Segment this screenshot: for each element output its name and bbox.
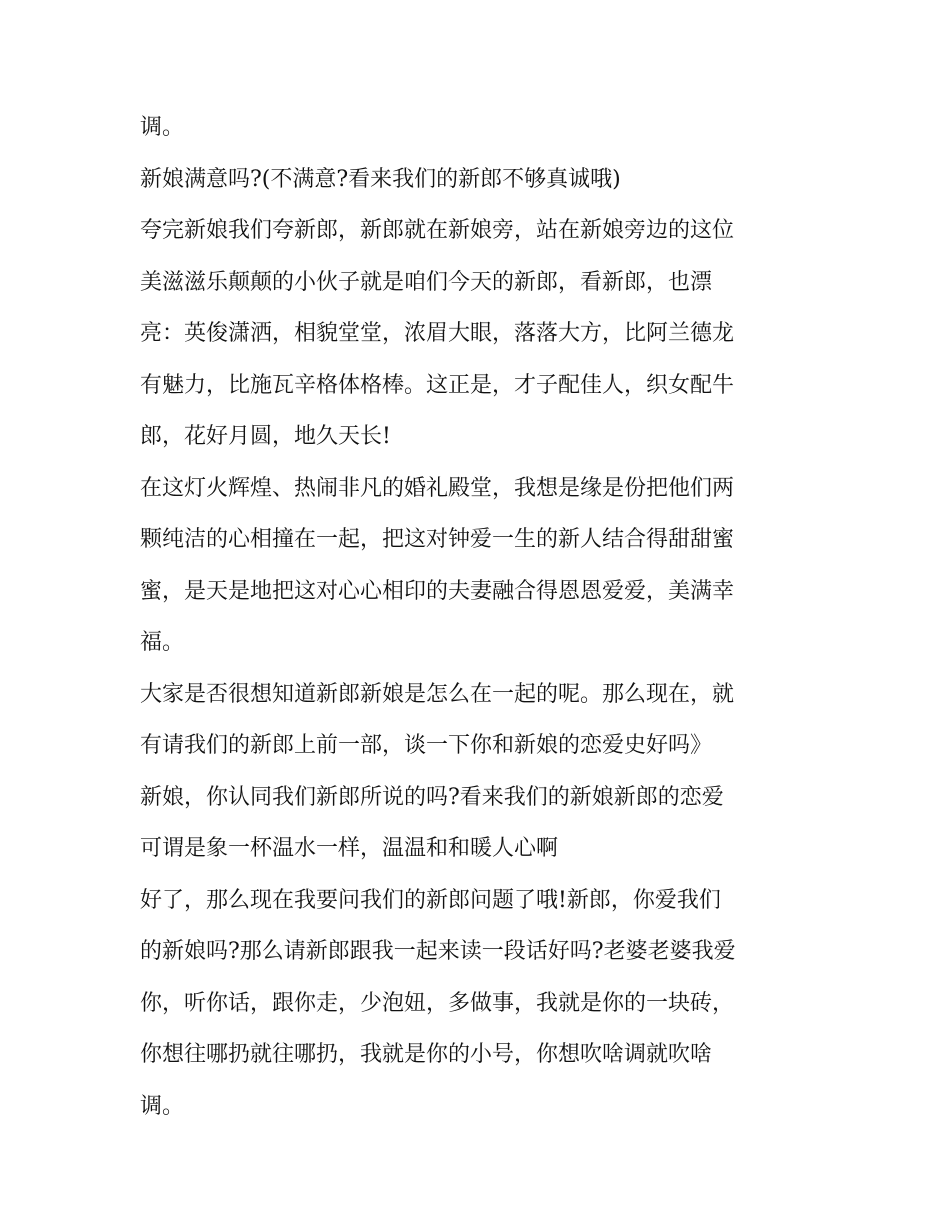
text-line: 调。 <box>140 115 185 140</box>
text-line: 亮：英俊潇洒，相貌堂堂，浓眉大眼，落落大方，比阿兰德龙 <box>140 321 735 346</box>
text-line: 蜜，是天是地把这对心心相印的夫妻融合得恩恩爱爱，美满幸 <box>140 578 735 604</box>
text-line: 夸完新娘我们夸新郎，新郎就在新娘旁，站在新娘旁边的这位 <box>140 218 735 243</box>
text-line: 可谓是象一杯温水一样，温温和和暖人心啊 <box>140 836 559 861</box>
text-line: 你想往哪扔就往哪扔，我就是你的小号，你想吹啥调就吹啥 <box>140 1042 713 1067</box>
text-line: 你，听你话，跟你走，少泡妞，多做事，我就是你的一块砖， <box>140 990 735 1016</box>
text-line: 颗纯洁的心相撞在一起，把这对钟爱一生的新人结合得甜甜蜜 <box>140 527 735 552</box>
text-line: 新娘，你认同我们新郎所说的吗?看来我们的新娘新郎的恋爱 <box>140 784 724 810</box>
text-line: 调。 <box>140 1093 185 1119</box>
text-line: 在这灯火辉煌、热闹非凡的婚礼殿堂，我想是缘是份把他们两 <box>140 475 735 501</box>
text-line: 有魅力，比施瓦辛格体格棒。这正是，才子配佳人，织女配牛 <box>140 372 735 398</box>
body-text <box>140 102 820 1132</box>
text-line: 福。 <box>140 630 185 655</box>
text-line: 有请我们的新郎上前一部，谈一下你和新娘的恋爱史好吗》 <box>140 733 713 758</box>
text-line: 郎，花好月圆，地久天长! <box>140 424 391 449</box>
text-line: 好了，那么现在我要问我们的新郎问题了哦!新郎，你爱我们 <box>140 887 721 913</box>
text-line: 新娘满意吗?(不满意?看来我们的新郎不够真诚哦) <box>140 166 621 192</box>
text-line: 的新娘吗?那么请新郎跟我一起来读一段话好吗?老婆老婆我爱 <box>140 939 736 964</box>
text-line: 美滋滋乐颠颠的小伙子就是咱们今天的新郎，看新郎，也漂 <box>140 269 713 295</box>
text-line: 大家是否很想知道新郎新娘是怎么在一起的呢。那么现在，就 <box>140 681 735 707</box>
